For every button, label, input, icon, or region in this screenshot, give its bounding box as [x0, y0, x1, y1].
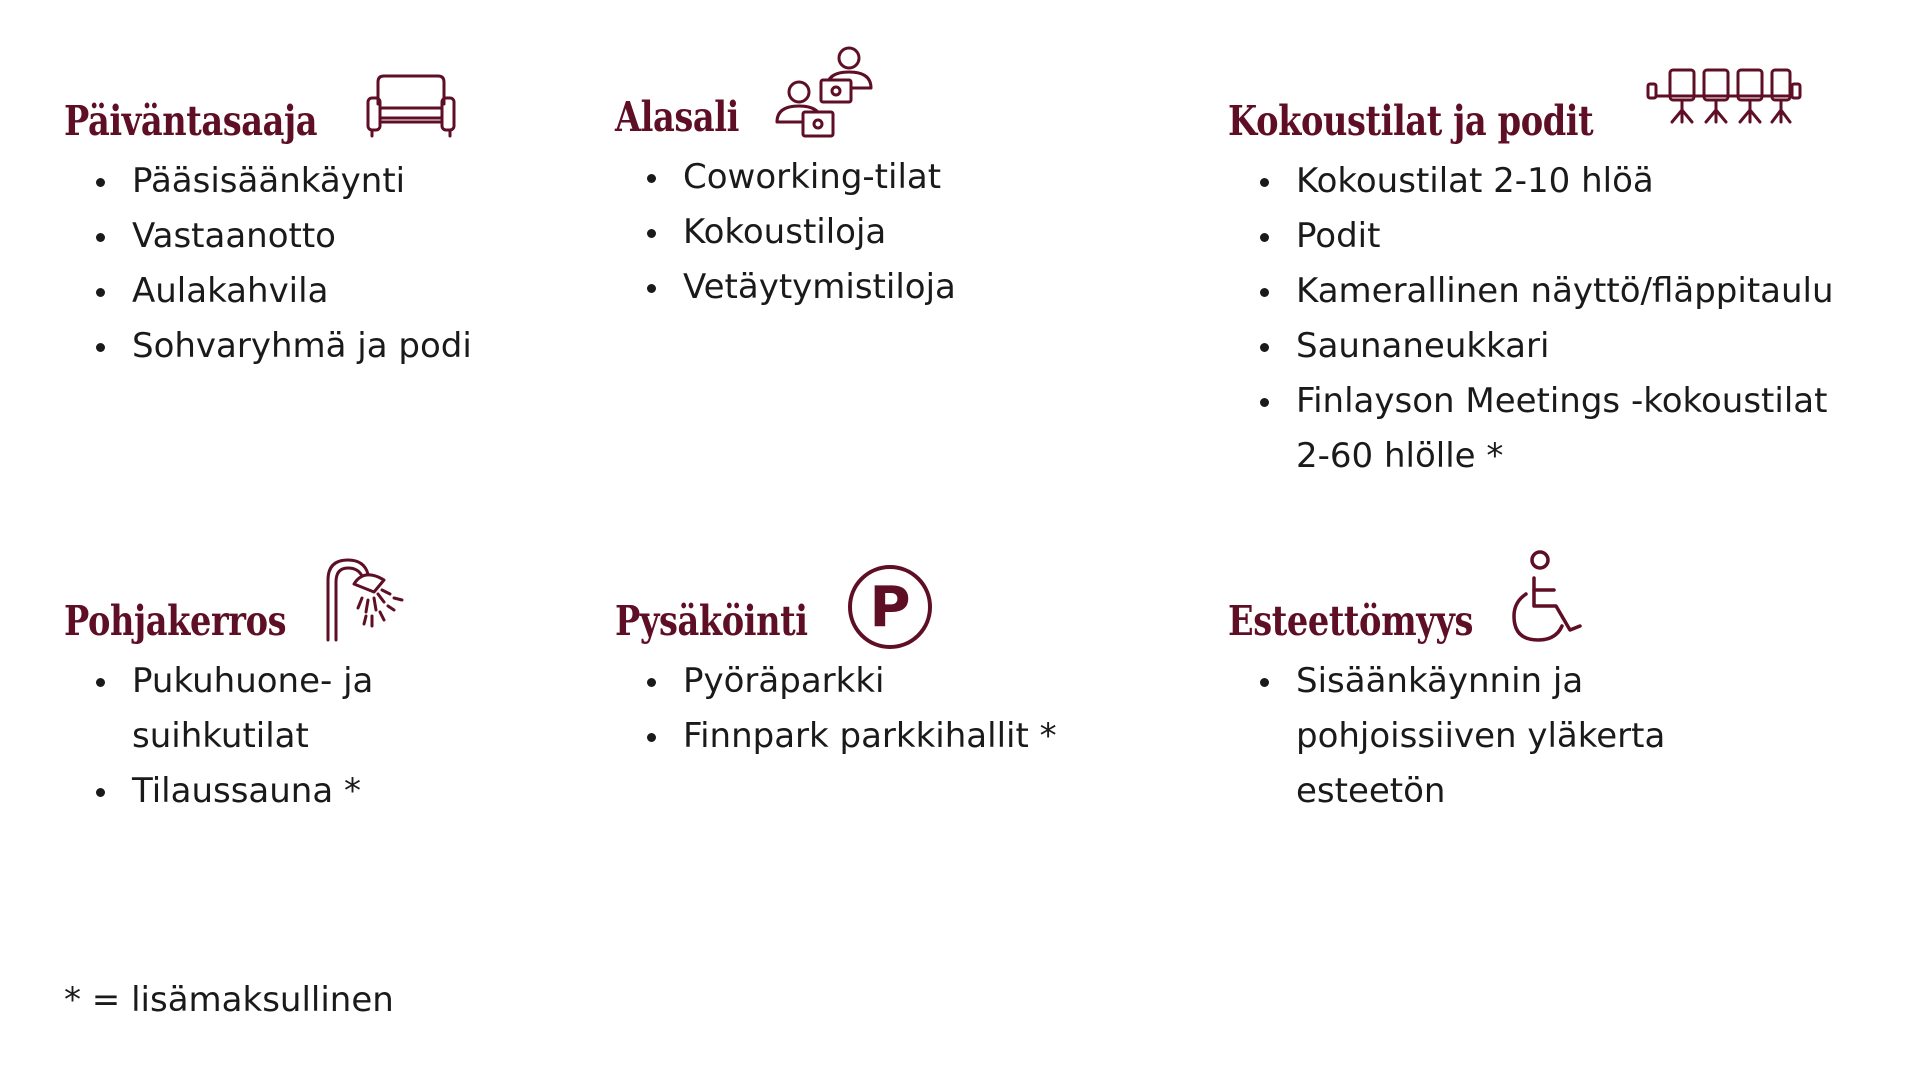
- item-list: [1296, 654, 1665, 819]
- section-title: Esteettömyys: [1228, 597, 1474, 645]
- list-item: Vetäytymistiloja: [683, 260, 956, 315]
- list-item: Finlayson Meetings -kokoustilat: [1296, 374, 1834, 429]
- section-title: Kokoustilat ja podit: [1228, 97, 1594, 145]
- section-pysakointi: [615, 572, 1175, 756]
- list-item: Sisäänkäynnin ja: [1296, 654, 1665, 709]
- list-item: Sohvaryhmä ja podi: [132, 319, 472, 374]
- meeting-chairs-icon: [1646, 66, 1802, 130]
- list-item: Pääsisäänkäynti: [132, 154, 472, 209]
- section-heading: [64, 72, 584, 145]
- list-item: Saunaneukkari: [1296, 319, 1834, 374]
- item-list: [1296, 154, 1834, 484]
- section-heading: [615, 572, 1175, 645]
- item-list: [132, 654, 373, 819]
- section-heading: [615, 68, 1135, 141]
- section-kokoustilat: [1228, 72, 1908, 476]
- section-pohjakerros: [64, 572, 584, 811]
- sofa-icon: [364, 72, 458, 140]
- list-item-continuation: pohjoissiiven yläkerta: [1296, 716, 1666, 756]
- wheelchair-icon: [1510, 550, 1586, 650]
- list-item: Tilaussauna *: [132, 764, 373, 819]
- section-title: Alasali: [615, 93, 740, 141]
- section-paivantasaaja: [64, 72, 584, 366]
- list-item: Pukuhuone- ja: [132, 654, 373, 709]
- section-heading: [1228, 572, 1848, 645]
- item-list: [683, 654, 1057, 764]
- list-item-continuation: suihkutilat: [132, 716, 309, 756]
- section-alasali: [615, 68, 1135, 307]
- list-item: Kokoustiloja: [683, 205, 956, 260]
- list-item: Finnpark parkkihallit *: [683, 709, 1057, 764]
- list-item: Aulakahvila: [132, 264, 472, 319]
- section-heading: [64, 572, 584, 645]
- section-title: Pysäköinti: [615, 597, 808, 645]
- list-item: Kokoustilat 2-10 hlöä: [1296, 154, 1834, 209]
- section-esteettomyys: [1228, 572, 1848, 811]
- list-item-continuation: 2-60 hlölle *: [1296, 436, 1504, 476]
- section-title: Pohjakerros: [64, 597, 287, 645]
- list-item: Coworking-tilat: [683, 150, 956, 205]
- coworking-laptops-icon: [775, 44, 879, 142]
- list-item-continuation: esteetön: [1296, 771, 1446, 811]
- item-list: [683, 150, 956, 315]
- parking-icon: [847, 564, 933, 650]
- footnote: * = lisämaksullinen: [64, 980, 394, 1020]
- shower-icon: [324, 556, 416, 640]
- list-item: Podit: [1296, 209, 1834, 264]
- list-item: Pyöräparkki: [683, 654, 1057, 709]
- parking-letter: P: [869, 575, 911, 640]
- list-item: Vastaanotto: [132, 209, 472, 264]
- list-item: Kamerallinen näyttö/fläppitaulu: [1296, 264, 1834, 319]
- section-title: Päiväntasaaja: [64, 97, 318, 145]
- section-heading: [1228, 72, 1908, 145]
- item-list: [132, 154, 472, 374]
